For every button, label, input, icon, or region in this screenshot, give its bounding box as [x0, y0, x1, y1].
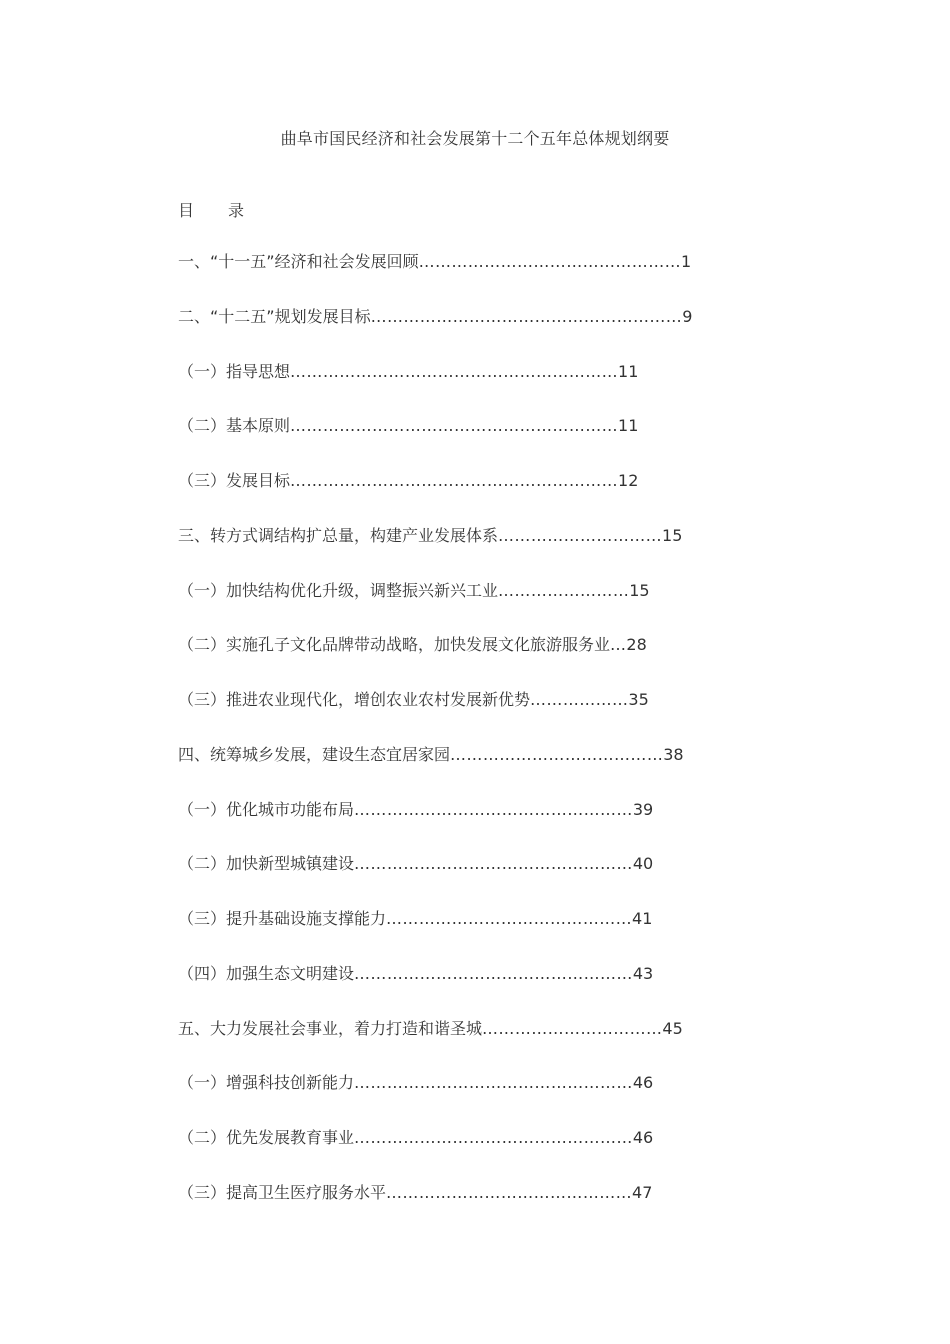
toc-entry-page-number: 46	[632, 1128, 654, 1147]
toc-entry-leader: ……………………	[498, 581, 630, 600]
toc-entry	[178, 690, 649, 710]
toc-entry	[178, 581, 650, 601]
toc-entry-label: 四、统筹城乡发展，建设生态宜居家园	[178, 745, 451, 764]
toc-entry-leader: ……………………………………………	[354, 1073, 633, 1092]
toc-entry-label: （三）提高卫生医疗服务水平	[178, 1183, 387, 1202]
toc-entry	[178, 635, 647, 655]
toc-entry-label: （一）加快结构优化升级，调整振兴新兴工业	[178, 581, 499, 600]
toc-entry-label: （一）优化城市功能布局	[178, 800, 355, 819]
toc-entry	[178, 1019, 683, 1039]
toc-entry-page-number: 47	[632, 1183, 653, 1202]
toc-entry-label: （一）指导思想	[178, 362, 291, 381]
toc-entry-label: （三）发展目标	[178, 471, 291, 490]
toc-entry-label: （四）加强生态文明建设	[178, 964, 355, 983]
toc-entry-leader: ……………………………………………………	[290, 362, 619, 381]
toc-entry-label: （三）提升基础设施支撑能力	[178, 909, 387, 928]
toc-entry-label: 一、“十一五”经济和社会发展回顾	[178, 252, 419, 271]
toc-entry	[178, 909, 652, 929]
toc-entry-leader: ……………………………………………	[354, 800, 633, 819]
toc-entry	[178, 1073, 653, 1093]
toc-entry-page-number: 45	[662, 1019, 683, 1038]
toc-heading-char-2: 录	[228, 201, 245, 220]
toc-entry-label: （一）增强科技创新能力	[178, 1073, 355, 1092]
toc-entry	[178, 471, 638, 491]
toc-entry-label: 三、转方式调结构扩总量，构建产业发展体系	[178, 526, 499, 545]
toc-entry	[178, 745, 684, 765]
toc-entry-page-number: 40	[632, 854, 654, 873]
toc-entry-label: 五、大力发展社会事业，着力打造和谐圣城	[178, 1019, 483, 1038]
toc-entry	[178, 964, 653, 984]
toc-entry-leader: …	[610, 635, 627, 654]
toc-entry	[178, 854, 653, 874]
toc-entry	[178, 252, 691, 272]
toc-entry-page-number: 11	[618, 416, 639, 435]
toc-entry-leader: …………………………………………………	[370, 307, 683, 326]
toc-entry	[178, 800, 653, 820]
toc-entry	[178, 307, 692, 327]
toc-entry-label: （二）优先发展教育事业	[178, 1128, 355, 1147]
toc-entry-leader: …………………………	[498, 526, 663, 545]
toc-entry-page-number: 1	[681, 252, 692, 271]
toc-entry-leader: ………………	[530, 690, 629, 709]
toc-entry-label: 二、“十二五”规划发展目标	[178, 307, 371, 326]
toc-entry-label: （二）基本原则	[178, 416, 291, 435]
toc-entry	[178, 1183, 652, 1203]
toc-entry-page-number: 41	[632, 909, 653, 928]
toc-entry-page-number: 38	[663, 745, 684, 764]
toc-entry-label: （三）推进农业现代化，增创农业农村发展新优势	[178, 690, 531, 709]
toc-entry-leader: …………………………………………	[418, 252, 681, 271]
toc-entry	[178, 362, 638, 382]
toc-entry-leader: ……………………………………………	[354, 854, 633, 873]
toc-entry-page-number: 11	[618, 362, 639, 381]
toc-entry-leader: ……………………………	[482, 1019, 663, 1038]
toc-entry	[178, 416, 638, 436]
toc-entry-leader: ……………………………………………………	[290, 471, 619, 490]
toc-entry-page-number: 28	[626, 635, 647, 654]
toc-entry-leader: ……………………………………………	[354, 1128, 633, 1147]
toc-entry-label: （二）加快新型城镇建设	[178, 854, 355, 873]
document-title: 曲阜市国民经济和社会发展第十二个五年总体规划纲要	[280, 129, 670, 148]
toc-entry	[178, 526, 682, 546]
toc-entry-page-number: 46	[632, 1073, 654, 1092]
toc-entry-page-number: 15	[629, 581, 650, 600]
toc-entry-leader: ………………………………………	[386, 909, 633, 928]
toc-entry-page-number: 9	[682, 307, 693, 326]
toc-heading-char-1: 目	[178, 201, 195, 220]
toc-entry-page-number: 43	[632, 964, 654, 983]
toc-entry-leader: …………………………………	[450, 745, 664, 764]
toc-entry-page-number: 12	[618, 471, 639, 490]
toc-entry-page-number: 35	[628, 690, 649, 709]
toc-entry-page-number: 39	[632, 800, 654, 819]
toc-entry-leader: ……………………………………………………	[290, 416, 619, 435]
toc-entry-leader: ……………………………………………	[354, 964, 633, 983]
toc-heading	[178, 198, 244, 221]
toc-entry-page-number: 15	[662, 526, 683, 545]
toc-entry	[178, 1128, 653, 1148]
toc-entry-leader: ………………………………………	[386, 1183, 633, 1202]
toc-entry-label: （二）实施孔子文化品牌带动战略，加快发展文化旅游服务业	[178, 635, 611, 654]
